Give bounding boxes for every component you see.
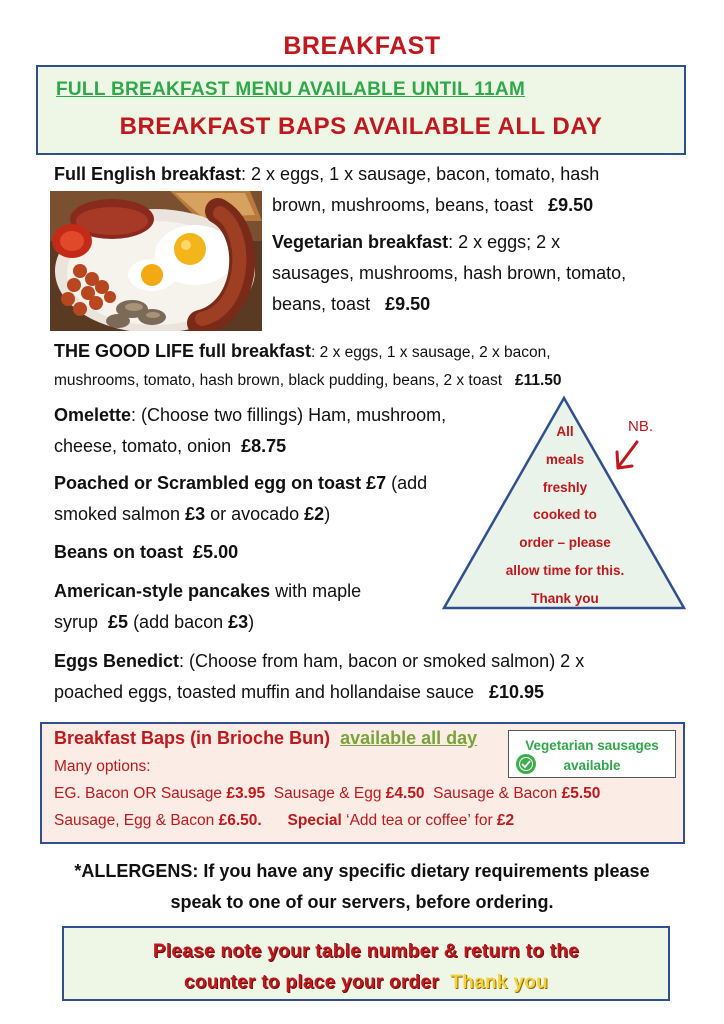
bap-price-2: £4.50	[385, 785, 425, 802]
allergens-line-1: *ALLERGENS: If you have any specific dietary requirements please	[74, 861, 650, 881]
poached-line-2	[54, 499, 330, 530]
notice-line-2: meals	[545, 451, 585, 467]
benedict-price: £10.95	[489, 682, 545, 702]
beans-name: Beans on toast	[54, 542, 184, 562]
page-title: BREAKFAST	[283, 32, 441, 60]
arrow-icon	[612, 438, 642, 472]
full-english-desc-2: brown, mushrooms, beans, toast	[272, 195, 534, 215]
notice-line-5: order – please	[519, 535, 611, 551]
pancakes-desc: with maple	[270, 581, 362, 601]
bap-bacon-or-sausage: EG. Bacon OR Sausage	[54, 785, 227, 802]
bap-sausage-egg: Sausage & Egg	[265, 785, 386, 802]
salmon-price: £3	[185, 504, 206, 524]
vegetarian-line-2: sausages, mushrooms, hash brown, tomato,	[272, 263, 627, 283]
notice-line-7: Thank you	[531, 590, 599, 606]
baps-options-line-1	[54, 779, 600, 808]
bap-price-4: £6.50.	[218, 812, 262, 829]
allergens-notice	[0, 856, 724, 918]
order-line-2: counter to place your order	[183, 972, 440, 993]
vegetarian-line-3	[272, 289, 430, 320]
full-english-price: £9.50	[548, 195, 594, 215]
pancakes-price: £5	[108, 612, 129, 632]
pancakes-bacon-price: £3	[228, 612, 249, 632]
omelette-desc-2: cheese, tomato, onion	[54, 436, 232, 456]
omelette-desc: : (Choose two fillings) Ham, mushroom,	[131, 405, 447, 425]
good-life-line-1	[54, 336, 551, 367]
pancakes-line-1	[54, 576, 361, 607]
benedict-line-1	[54, 646, 584, 677]
pancakes-name: American-style pancakes	[54, 581, 271, 601]
banner-line-2: BREAKFAST BAPS AVAILABLE ALL DAY	[119, 113, 603, 140]
pancakes-desc-3: (add bacon	[128, 612, 229, 632]
notice-line-4: cooked to	[533, 507, 597, 523]
pancakes-desc-2: syrup	[54, 612, 99, 632]
avocado-price: £2	[304, 504, 325, 524]
vegetarian-sausages-text	[509, 736, 675, 776]
allergens-line-2: speak to one of our servers, before ordering.	[170, 892, 554, 912]
omelette-line-1	[54, 400, 446, 431]
baps-many: Many options:	[54, 758, 151, 775]
poached-desc-3: or avocado	[205, 504, 305, 524]
order-instructions-box	[62, 926, 670, 1001]
benedict-line-2	[54, 677, 544, 708]
full-english-line-1	[54, 159, 599, 190]
banner-line-1: FULL BREAKFAST MENU AVAILABLE UNTIL 11AM	[56, 79, 526, 100]
omelette-name: Omelette	[54, 405, 132, 425]
good-life-price: £11.50	[514, 372, 562, 389]
vegetarian-line-1	[272, 227, 560, 258]
poached-desc: (add	[386, 473, 428, 493]
good-life-name: THE GOOD LIFE full breakfast	[54, 341, 312, 361]
beans-line	[54, 537, 238, 568]
bap-sausage-egg-bacon: Sausage, Egg & Bacon	[54, 812, 219, 829]
poached-desc-4: )	[324, 504, 331, 524]
availability-banner	[36, 65, 686, 155]
notice-line-1: All	[556, 424, 574, 439]
special-price: £2	[496, 812, 515, 829]
vegetarian-desc: : 2 x eggs; 2 x	[448, 232, 561, 252]
vegetarian-name: Vegetarian breakfast	[272, 232, 449, 252]
veg-line-2: available	[563, 758, 621, 773]
baps-availability: available all day	[340, 728, 478, 748]
full-english-desc: : 2 x eggs, 1 x sausage, bacon, tomato, hash	[241, 164, 600, 184]
good-life-line-2	[54, 366, 562, 395]
veg-line-1: Vegetarian sausages	[525, 738, 659, 753]
baps-title: Breakfast Baps (in Brioche Bun)	[54, 728, 331, 748]
thank-you-text: Thank you	[450, 972, 549, 993]
breakfast-photo	[50, 191, 262, 331]
vegetarian-sausages-box	[508, 730, 676, 778]
order-line-2-wrap	[64, 967, 668, 998]
poached-line-1	[54, 468, 427, 499]
beans-price: £5.00	[193, 542, 239, 562]
order-line-1: Please note your table number & return to the	[152, 941, 580, 962]
pancakes-line-2	[54, 607, 254, 638]
bap-price-1: £3.95	[226, 785, 266, 802]
order-instructions	[64, 936, 668, 998]
nb-label: NB.	[628, 418, 654, 435]
poached-name: Poached or Scrambled egg on toast £7	[54, 473, 387, 493]
vegetarian-desc-3: beans, toast	[272, 294, 371, 314]
notice-line-6: allow time for this.	[505, 562, 625, 578]
good-life-desc: : 2 x eggs, 1 x sausage, 2 x bacon,	[311, 344, 551, 361]
baps-title-line	[54, 723, 477, 754]
omelette-price: £8.75	[241, 436, 287, 456]
baps-options-line-2	[54, 806, 514, 835]
bap-price-3: £5.50	[561, 785, 601, 802]
omelette-line-2	[54, 431, 286, 462]
benedict-desc: : (Choose from ham, bacon or smoked salmon) 2 x	[179, 651, 585, 671]
notice-line-3: freshly	[542, 479, 588, 495]
vegetarian-price: £9.50	[385, 294, 431, 314]
benedict-desc-2: poached eggs, toasted muffin and hollandaise sauce	[54, 682, 474, 702]
full-english-name: Full English breakfast	[54, 164, 242, 184]
pancakes-desc-4: )	[248, 612, 255, 632]
special-label: Special	[287, 812, 342, 829]
poached-desc-2: smoked salmon	[54, 504, 186, 524]
benedict-name: Eggs Benedict	[54, 651, 180, 671]
special-text: ‘Add tea or coffee’ for	[341, 812, 497, 829]
good-life-desc-2: mushrooms, tomato, hash brown, black pudding, beans, 2 x toast	[54, 372, 503, 389]
bap-sausage-bacon: Sausage & Bacon	[424, 785, 562, 802]
full-english-line-2	[272, 190, 593, 221]
